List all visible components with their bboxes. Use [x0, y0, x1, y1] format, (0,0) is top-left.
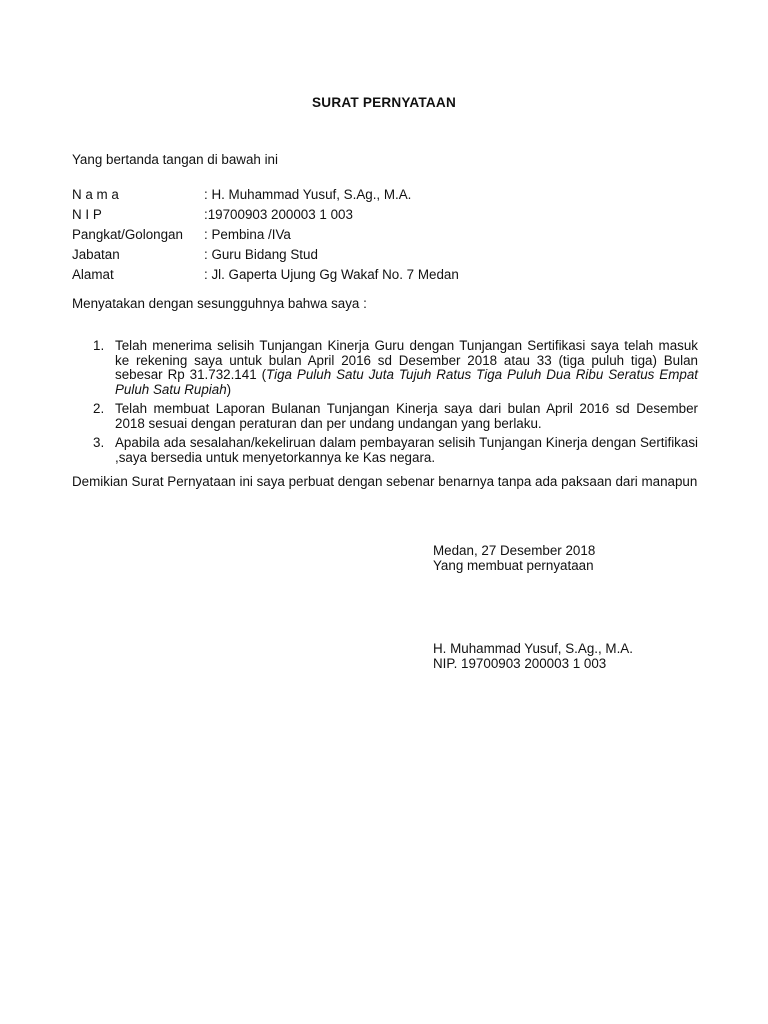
identity-fields [72, 188, 459, 288]
field-label: N a m a [72, 187, 119, 202]
field-value: :19700903 200003 1 003 [204, 207, 353, 222]
list-item-text: Telah membuat Laporan Bulanan Tunjangan Kinerja saya dari bulan April 2016 sd Desember 2018 sesuai dengan peraturan dan per undang undangan yang berlaku. [115, 401, 698, 431]
field-value: : Pembina /IVa [204, 227, 291, 242]
list-item-text-italic: Tiga Puluh Satu Juta Tujuh Ratus Tiga Puluh Dua Ribu Seratus Empat Puluh Satu Rupiah [115, 367, 698, 397]
field-label: Jabatan [72, 247, 120, 262]
field-label: Pangkat/Golongan [72, 227, 183, 242]
list-item [72, 436, 698, 465]
list-item-text-end: ) [226, 381, 232, 397]
intro-text: Yang bertanda tangan di bawah ini [72, 152, 278, 167]
field-value: : H. Muhammad Yusuf, S.Ag., M.A. [204, 187, 412, 202]
field-label: Alamat [72, 267, 114, 282]
field-row-pangkat [72, 228, 459, 248]
document-title: SURAT PERNYATAAN [312, 95, 456, 110]
signatory-nip: NIP. 19700903 200003 1 003 [433, 655, 607, 671]
list-item-number: 3. [93, 435, 105, 450]
closing-text: Demikian Surat Pernyataan ini saya perbuat dengan sebenar benarnya tanpa ada paksaan dari manapun [72, 474, 698, 489]
field-row-jabatan [72, 248, 459, 268]
statement-list [72, 339, 698, 470]
field-row-nama [72, 188, 459, 208]
field-label: N I P [72, 207, 102, 222]
list-item [72, 339, 698, 397]
declaration-text: Menyatakan dengan sesungguhnya bahwa saya : [72, 296, 367, 311]
signatory-name: H. Muhammad Yusuf, S.Ag., M.A. [433, 641, 633, 656]
list-item-text-start: Telah menerima selisih Tunjangan Kinerja Guru dengan Tunjangan Sertifikasi saya telah masuk ke rekening saya untuk bulan April 2016 sd Desember 2018 atau 33 (tiga puluh tiga) Bulan sebesar Rp 31.732.141 ( [115, 338, 698, 382]
field-row-nip [72, 208, 459, 228]
field-row-alamat [72, 268, 459, 288]
field-value: : Jl. Gaperta Ujung Gg Wakaf No. 7 Medan [204, 267, 459, 282]
signature-role: Yang membuat pernyataan [433, 557, 594, 573]
field-value: : Guru Bidang Stud [204, 247, 318, 262]
signature-footer [433, 642, 633, 671]
signature-place-date: Medan, 27 Desember 2018 [433, 543, 596, 558]
list-item-number: 1. [93, 338, 105, 353]
list-item-text [115, 339, 698, 397]
list-item [72, 402, 698, 431]
signature-header [433, 544, 595, 573]
list-item-number: 2. [93, 401, 105, 416]
list-item-text: Apabila ada sesalahan/kekeliruan dalam pembayaran selisih Tunjangan Kinerja dengan Sertifikasi ,saya bersedia untuk menyetorkannya ke Kas negara. [115, 435, 698, 465]
